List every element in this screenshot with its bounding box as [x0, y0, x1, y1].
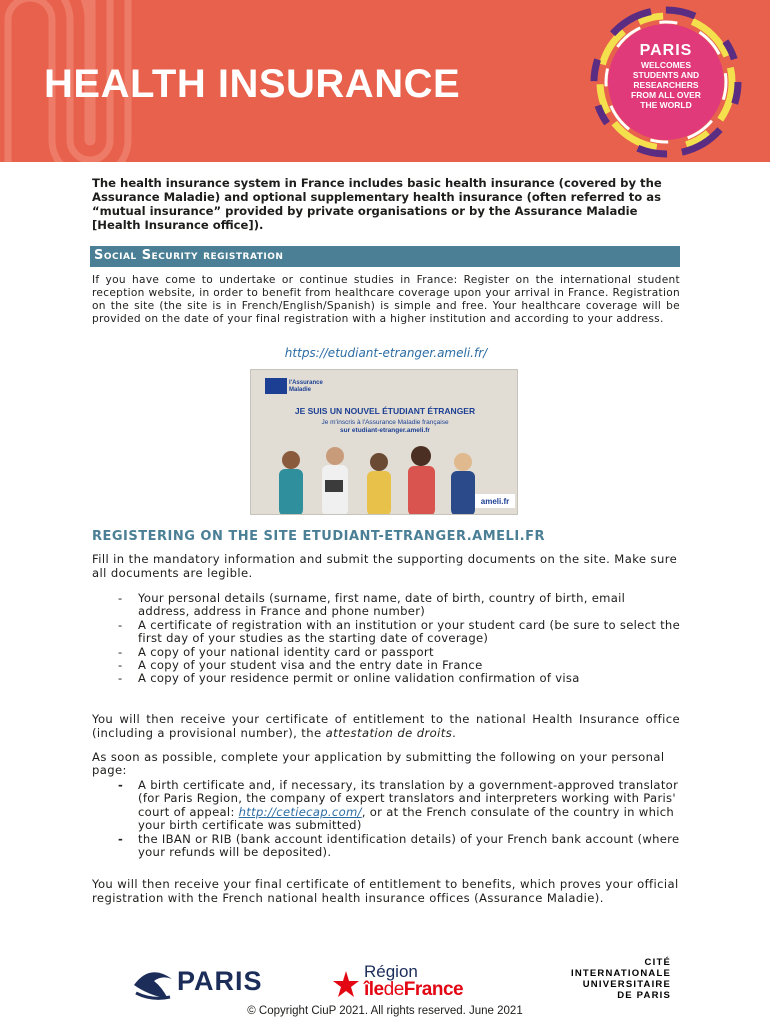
fill-in-paragraph: Fill in the mandatory information and submit the supporting documents on the site. Make sure all documents are legible. [92, 552, 678, 580]
region-text-top: Région [364, 962, 418, 981]
paris-logo-text: PARIS [177, 966, 263, 996]
section-heading-text: Social Security registration [94, 248, 284, 263]
ciup-line: INTERNATIONALE [570, 968, 671, 979]
registration-paragraph: If you have come to undertake or continue studies in France: Register on the international student reception website, in order to benefit from healthcare coverage upon your arrival in France. Registration on the site (the site is in French/English/Spanish) is simple and free. Your healthcare coverage will be provided on the date of your final registration with a higher institution and according to your address. [92, 274, 680, 325]
ciup-logo [561, 957, 671, 1001]
cetiecap-link[interactable]: http://cetiecap.com/ [238, 804, 362, 819]
photo-subline-1: Je m'inscris à l'Assurance Maladie française [321, 419, 449, 426]
badge-paris: PARIS [639, 42, 693, 59]
photo-logo-line2: Maladie [289, 387, 312, 393]
ciup-line: UNIVERSITAIRE [582, 979, 671, 990]
certificate-text: You will then receive your certificate of entitlement to the national Health Insurance office (including a provisional number), the [92, 712, 680, 740]
attestation-text: attestation de droits [325, 726, 453, 740]
photo-illustration [251, 370, 518, 515]
badge-text [600, 42, 732, 110]
region-ile: île [364, 979, 384, 1000]
photo-brand: ameli.fr [480, 497, 510, 506]
badge-line: RESEARCHERS [633, 80, 699, 90]
ameli-students-photo [250, 369, 518, 515]
certificate-paragraph [92, 712, 680, 740]
photo-headline: JE SUIS UN NOUVEL ÉTUDIANT ÉTRANGER [294, 406, 476, 416]
ciup-line: DE PARIS [617, 990, 671, 1001]
ciup-line: CITÉ [644, 957, 671, 968]
birth-certificate-text: A birth certificate and, if necessary, its translation by a government-approved translator (for Paris Region, the company of expert translators and interpreters working with Paris' court of appeal: [138, 778, 679, 819]
intro-paragraph: The health insurance system in France includes basic health insurance (covered by the Assurance Maladie) and optional supplementary health insurance (often referred to as “mutual insurance” provided by private organisations or by the Assurance Maladie [Health Insurance office]). [92, 176, 662, 232]
application-list [92, 779, 680, 859]
photo-subline-2: sur etudiant-etranger.ameli.fr [340, 427, 430, 434]
asap-paragraph: As soon as possible, complete your application by submitting the following on your personal page: [92, 750, 665, 778]
badge-line: THE WORLD [640, 100, 692, 110]
badge-line: STUDENTS AND [632, 70, 700, 80]
certificate-text-end: . [452, 726, 457, 740]
list-item: - A certificate of registration with an institution or your student card (be sure to select the first day of your studies as the starting date of coverage) [92, 619, 680, 646]
list-item: - Your personal details (surname, first name, date of birth, country of birth, email address, address in France and phone number) [92, 592, 680, 619]
badge-line: FROM ALL OVER [631, 90, 701, 100]
section-heading-social-security [90, 246, 680, 267]
list-item: - A copy of your residence permit or online validation confirmation of visa [92, 672, 680, 685]
list-item: - A copy of your student visa and the entry date in France [92, 659, 680, 672]
documents-list [92, 592, 680, 686]
list-item: - A copy of your national identity card or passport [92, 646, 680, 659]
page-title: HEALTH INSURANCE [44, 62, 461, 106]
region-text-bottom [364, 979, 463, 1001]
list-item: - the IBAN or RIB (bank account identification details) of your French bank account (where your refunds will be deposited). [92, 833, 680, 860]
section-heading-registering: REGISTERING ON THE SITE ETUDIANT-ETRANGER.AMELI.FR [92, 529, 546, 544]
list-item [92, 779, 680, 833]
final-paragraph: You will then receive your final certificate of entitlement to benefits, which proves your official registration with the French national health insurance offices (Assurance Maladie). [92, 877, 679, 905]
region-france: France [403, 979, 464, 1000]
badge-line: WELCOMES [640, 60, 692, 70]
ameli-link[interactable]: https://etudiant-etranger.ameli.fr/ [284, 346, 488, 360]
copyright-footer: © Copyright CiuP 2021. All rights reserved. June 2021 [247, 1005, 523, 1017]
photo-logo-line1: l'Assurance [289, 380, 323, 386]
region-de: de [383, 979, 404, 1000]
birth-certificate-text-end: , or at the French consulate of the country in which your birth certificate was submitted) [138, 804, 675, 833]
